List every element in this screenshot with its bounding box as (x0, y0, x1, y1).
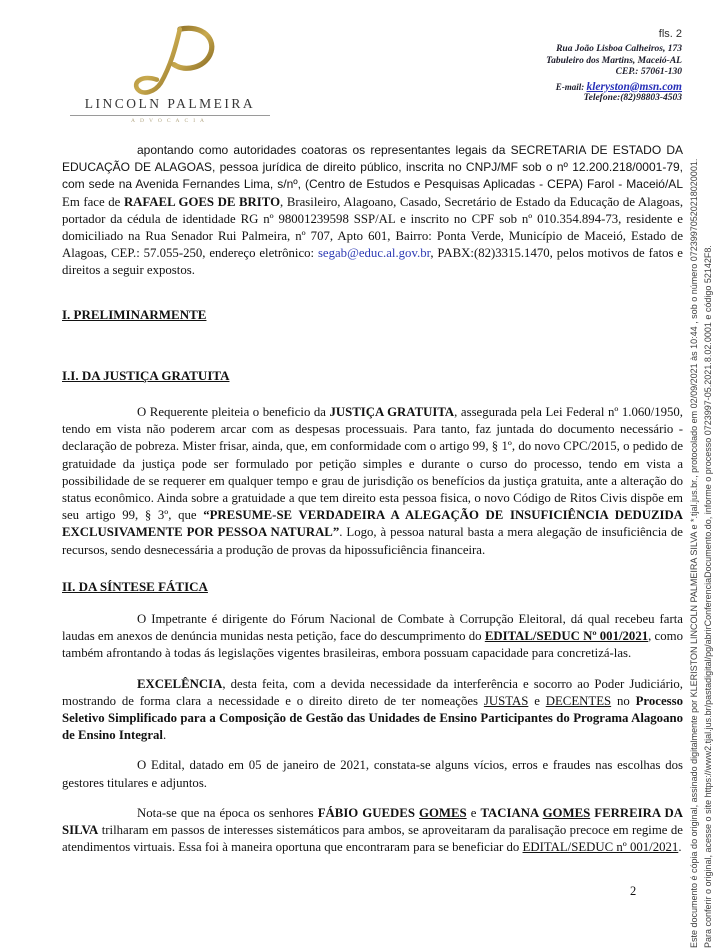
text-segment: JUSTIÇA GRATUITA (329, 405, 455, 420)
law-firm-logo (70, 24, 270, 124)
text-segment: EDITAL/SEDUC nº 001/2021 (522, 840, 679, 855)
text-segment: , PABX:(82)3315.1470, pelos motivos de fatos e direitos a seguir expostos. (62, 246, 683, 278)
address-line-1: Rua João Lisboa Calheiros, 173 (556, 44, 682, 54)
address-line-3: CEP.: 57061-130 (615, 67, 682, 77)
inline-email-link[interactable]: segab@educ.al.gov.br (317, 246, 431, 261)
header-address-block (546, 44, 682, 105)
text-segment: apontando como autoridades coatoras os representantes legais da SECRETARIA DE ESTADO DA EDUCAÇÃO DE ALAGOAS, pessoa jurídica de direito público, inscrita no CNPJ/MF sob o nº 12.200.218/0001-79, com sede na Avenida Fernandes Lima, s/nº, (Centro de Estudos e Pesquisas Aplicadas - CEPA) Farol - Maceió/AL (62, 143, 683, 192)
text-segment: EDITAL/SEDUC Nº 001/2021 (484, 629, 649, 644)
text-segment: , assegurada pela Lei Federal nº 1.060/1950, tendo em vista não poderem arcar com as despesas processuais. Para tanto, faz juntada do documento necessário - declaração de pobreza. Mister frisar, ainda, que, em conformidade com o artigo 99, § 1º, do novo CPC/2015, o pedido de gratuidade da justiça pode ser formulado por petição simples e durante o curso do processo, tendo em vista a possibilidade de se requerer em qualquer tempo e grau de jurisdição os benefícios da justiça gratuita, ante a alteração do status econômico. Ainda sobre a gratuidade a que tem direito esta pessoa fisica, o novo Código de Ritos Civis dispõe em seu artigo 99, § 3º, que (62, 405, 683, 523)
text-segment: Processo Seletivo Simplificado para a Composição de Gestão das Unidades de Ensino Participantes do Programa Alagoano de Ensino Integral (62, 693, 683, 743)
text-segment: GOMES (542, 805, 591, 820)
section-heading-sintese-fatica: II. DA SÍNTESE FÁTICA (62, 578, 208, 594)
monogram-p-icon (100, 24, 240, 96)
paragraph-impetrante (62, 611, 683, 663)
text-segment: DECENTES (545, 693, 612, 708)
text-segment: . Logo, à pessoa natural basta a mera alegação de insuficiência de recursos, sendo desnecessária a produção de provas da hipossuficiência financeira. (62, 525, 683, 557)
text-segment: Em face de (62, 194, 124, 209)
firm-subtitle: ADVOCACIA (131, 118, 209, 124)
text-segment: , desta feita, com a devida necessidade da interferência e socorro ao Poder Judiciário, mostrando de forma clara a necessidade e o direito direto de ter nomeações (62, 676, 683, 708)
text-segment: JUSTAS (483, 693, 529, 708)
text-segment: . (162, 728, 167, 743)
page-number: 2 (630, 884, 637, 898)
text-segment: O Edital, datado em 05 de janeiro de 2021, constata-se alguns vícios, erros e fraudes nas escolhas dos gestores titulares e adjuntos. (62, 758, 683, 790)
paragraph-excelencia (62, 676, 683, 745)
paragraph-coatoras (62, 142, 683, 280)
text-segment: TACIANA (480, 805, 543, 820)
document-body (62, 142, 683, 857)
text-segment: RAFAEL GOES DE BRITO (123, 194, 281, 209)
text-segment: GOMES (419, 805, 467, 820)
address-line-2: Tabuleiro dos Martins, Maceió-AL (546, 55, 682, 66)
section-heading-justica-gratuita: I.I. DA JUSTIÇA GRATUITA (62, 367, 230, 383)
text-segment: O Requerente pleiteia o beneficio da (137, 405, 330, 420)
text-segment: . (678, 840, 682, 855)
text-segment: EXCELÊNCIA (137, 676, 223, 691)
text-segment: Nota-se que na época os senhores (137, 805, 318, 820)
stamp-line-2: Para conferir o original, acesse o site https://www2.tjal.jus.br/pastadigital/pg/abrirConferenciaDocumento.do, informe o processo 0723997-05.2021.8.02.0001 e código 52142F8. (702, 245, 713, 948)
paragraph-justica-gratuita (62, 404, 683, 559)
stamp-line-1: Este documento é cópia do original, assinado digitalmente por KLERISTON LINCOLN PALMEIRA SILVA e *.tjal.jus.br., protocolado em 02/09/2021 às 10:44 , sob o número 07239970520218020001. (689, 158, 699, 948)
paragraph-edital (62, 757, 683, 791)
text-segment: , Brasileiro, Alagoano, Casado, Secretário de Estado da Educação de Alagoas, portador da cédula de identidade RG nº 98001239598 SSP/AL e inscrito no CPF sob nº 010.354.894-73, residente e domiciliado na Rua Senador Rui Palmeira, nº 707, Apto 601, Bairro: Ponta Verde, Município de Maceió, Estado de Alagoas, CEP.: 57.055-250, endereço eletrônico: (62, 194, 684, 261)
text-segment: , como também afrontando à todas ás legislações vigentes brasileiras, embora possuam capacidade para concretizá-las. (62, 629, 683, 661)
folio-label: fls. 2 (658, 28, 682, 40)
text-segment: “PRESUME-SE VERDADEIRA A ALEGAÇÃO DE INSUFICIÊNCIA DEDUZIDA EXCLUSIVAMENTE POR PESSOA NATURAL” (62, 508, 683, 540)
email-row (546, 82, 682, 94)
text-segment: O Impetrante é dirigente do Fórum Nacional de Combate à Corrupção Eleitoral, dá qual recebeu farta laudas em anexos de denúncia munidas nesta petição, face do descumprimento do (62, 612, 683, 644)
text-segment: no (611, 693, 636, 708)
text-segment: trilharam em passos de interesses sistemáticos para ambos, se aproveitaram da paralisação precoce em regime de atendimentos virtuais. Essa foi à maneira oportuna que encontraram para se beneficiar do (62, 823, 683, 855)
text-segment: e (466, 805, 481, 820)
firm-name: LINCOLN PALMEIRA (70, 96, 270, 116)
paragraph-nota-se (62, 805, 683, 857)
section-heading-preliminarmente: I. PRELIMINARMENTE (62, 306, 207, 322)
email-link[interactable]: kleryston@msn.com (586, 80, 682, 93)
phone-line: Telefone:(82)98803-4503 (583, 93, 682, 103)
digital-signature-stamp (688, 8, 716, 948)
text-segment: FERREIRA DA SILVA (62, 805, 683, 838)
text-segment: e (528, 693, 546, 708)
email-label: E-mail: (555, 81, 587, 92)
text-segment: FÁBIO GUEDES (317, 805, 419, 820)
